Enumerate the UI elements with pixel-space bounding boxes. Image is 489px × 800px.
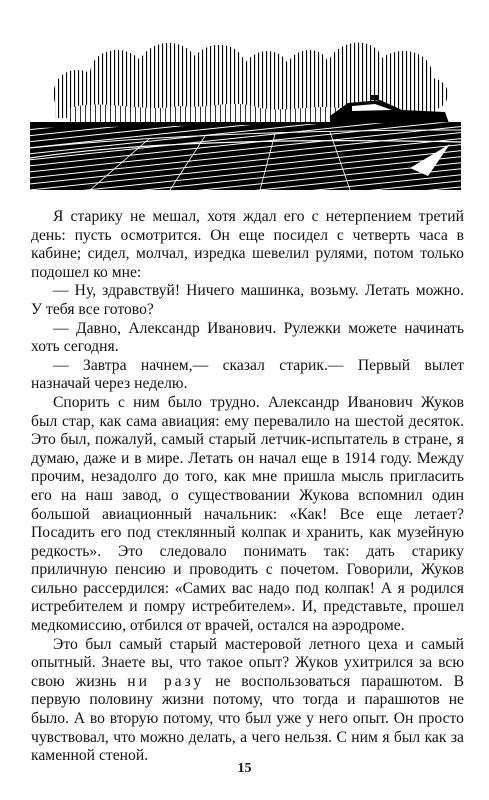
paragraph: — Завтра начнем,— сказал старик.— Первый вылет назначай через неделю. <box>31 356 464 393</box>
paragraph: Я старику не мешал, хотя ждал его с нетерпением третий день: пусть осмотрится. Он еще посидел с четверть часа в кабине; сидел, молчал, изредка шевелил рулями, потом только подошел ко мне: <box>31 208 464 281</box>
text-run: не воспользоваться парашютом. В первую половину жизни потому, что тогда и парашютов не было. А во вторую потому, что был уже у него опыт. Он просто чувствовал, что можно делать, а чего нельзя. С ним я был как за каменной стеной. <box>31 672 464 765</box>
car-on-road-engraving-icon <box>30 18 461 190</box>
text-run: Это был самый старый мастеровой летного цеха и самый опытный. Знаете вы, что такое опыт? Жуков ухитрился за всю свою жизнь <box>31 635 464 690</box>
paragraph <box>31 636 464 766</box>
paragraph: — Давно, Александр Иванович. Рулежки можете начинать хоть сегодня. <box>31 319 464 356</box>
body-text <box>31 208 464 766</box>
paragraph: — Ну, здравствуй! Ничего машинка, возьму. Летать можно. У тебя все готово? <box>31 282 464 318</box>
page-number: 15 <box>237 761 252 776</box>
header-illustration <box>30 18 461 190</box>
spaced-emphasis: ни разу <box>127 672 205 690</box>
paragraph: Спорить с ним было трудно. Александр Иванович Жуков был стар, как сама авиация: ему перевалило на шестой десяток. Это был, пожалуй, самый старый летчик-испытатель в стране, я думаю, даже и в мире. Летать он начал еще в 1914 году. Между прочим, незадолго до того, как мне пришла мысль пригласить его на наш завод, о существовании Жукова вспомнил один большой авиационный начальник: «Как! Все еще летает? Посадить его под стеклянный колпак и хранить, как музейную редкость». Это следовало понимать так: дать старику приличную пенсию и проводить с почетом. Говорили, Жуков сильно рассердился: «Самих вас надо под колпак! А я родился истребителем и помру истребителем». И, представьте, прошел медкомиссию, отбился от врачей, остался на аэродроме. <box>31 393 464 635</box>
